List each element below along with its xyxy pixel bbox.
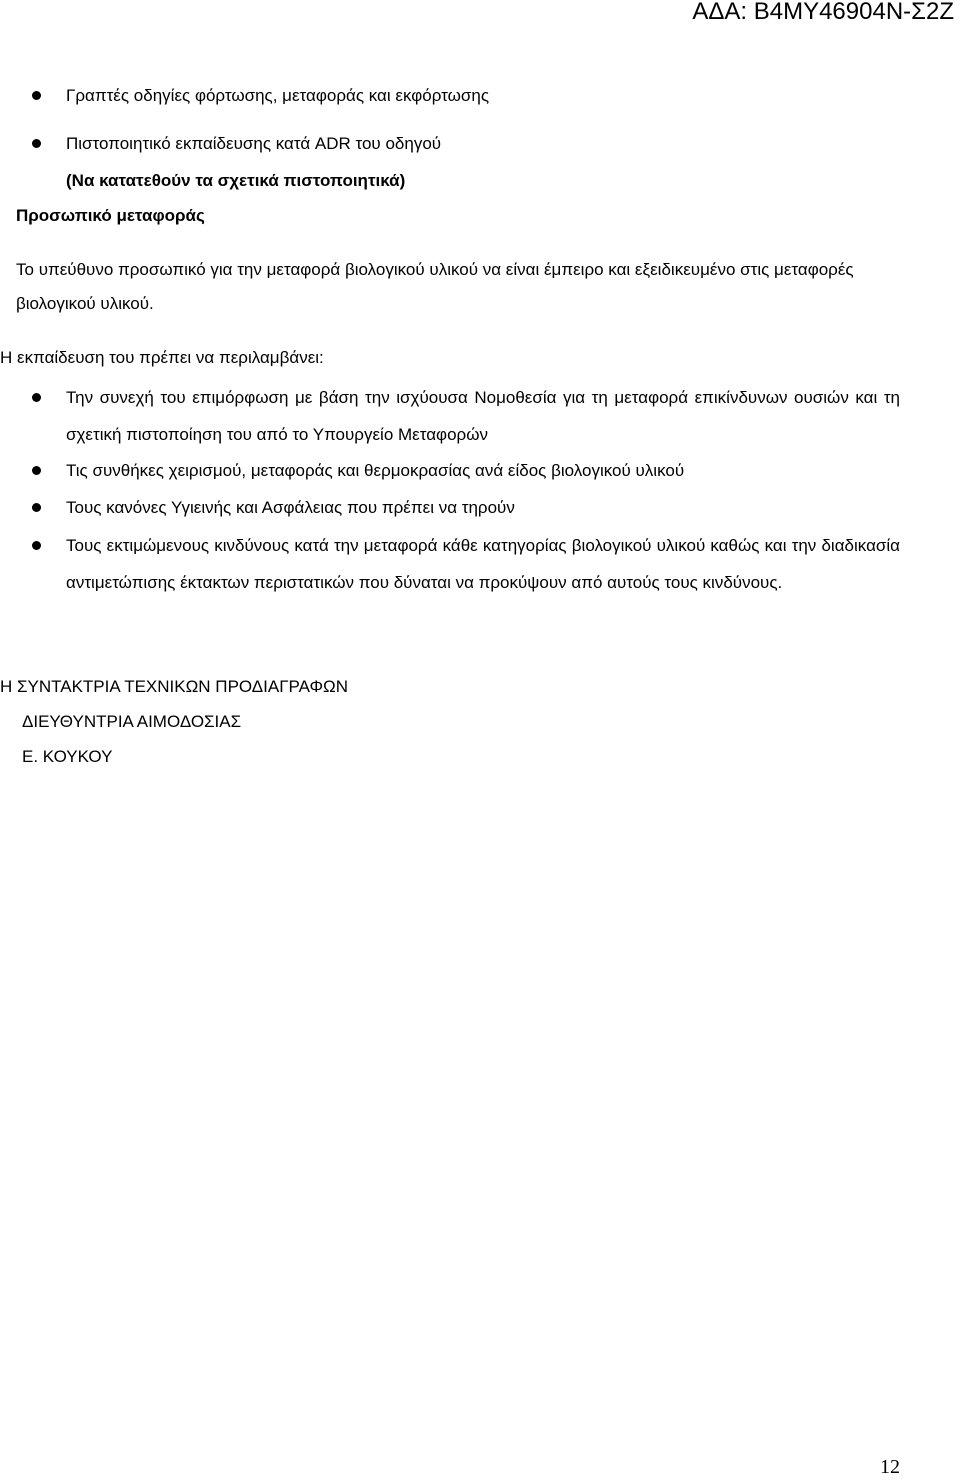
bullet-icon	[32, 91, 41, 100]
bullet-icon	[32, 466, 41, 475]
intro-paragraph-line: Το υπεύθυνο προσωπικό για την μεταφορά βιολογικού υλικού να είναι έμπειρο και εξειδικευμένο στις μεταφορές	[16, 260, 854, 279]
list-item-text: Τους κανόνες Υγιεινής και Ασφάλειας που πρέπει να τηρούν	[66, 498, 515, 517]
signature-department: ΔΙΕΥΘΥΝΤΡΙΑ ΑΙΜΟΔΟΣΙΑΣ	[22, 712, 242, 731]
ada-code: ΑΔΑ: Β4ΜΥ46904Ν-Σ2Ζ	[692, 0, 954, 25]
documents-note: (Να κατατεθούν τα σχετικά πιστοποιητικά)	[66, 171, 406, 190]
bullet-icon	[32, 393, 41, 402]
list-item-text: Γραπτές οδηγίες φόρτωσης, μεταφοράς και εκφόρτωσης	[66, 86, 490, 105]
list-item-text: Τις συνθήκες χειρισμού, μεταφοράς και θερμοκρασίας ανά είδος βιολογικού υλικού	[66, 461, 685, 480]
bullet-icon	[32, 503, 41, 512]
intro-paragraph-line: βιολογικού υλικού.	[16, 294, 154, 313]
bullet-icon	[32, 541, 41, 550]
section-heading: Προσωπικό μεταφοράς	[16, 206, 205, 225]
page-number: 12	[880, 1456, 900, 1478]
signature-name: Ε. ΚΟΥΚΟΥ	[22, 747, 113, 766]
signature-title: Η ΣΥΝΤΑΚΤΡΙΑ ΤΕΧΝΙΚΩΝ ΠΡΟΔΙΑΓΡΑΦΩΝ	[0, 677, 349, 696]
training-intro: Η εκπαίδευση του πρέπει να περιλαμβάνει:	[0, 348, 324, 367]
bullet-icon	[32, 139, 41, 148]
list-item-text: Την συνεχή του επιμόρφωση με βάση την ισχύουσα Νομοθεσία για τη μεταφορά επικίνδυνων ουσιών και τη σχετική πιστοποίηση του από το Υπουργείο Μεταφορών	[66, 388, 900, 444]
list-item-text: Πιστοποιητικό εκπαίδευσης κατά ADR του οδηγού	[66, 134, 442, 153]
list-item-text: Τους εκτιμώμενους κινδύνους κατά την μεταφορά κάθε κατηγορίας βιολογικού υλικού καθώς και την διαδικασία αντιμετώπισης έκτακτων περιστατικών που δύναται να προκύψουν από αυτούς τους κινδύνους.	[66, 536, 900, 592]
